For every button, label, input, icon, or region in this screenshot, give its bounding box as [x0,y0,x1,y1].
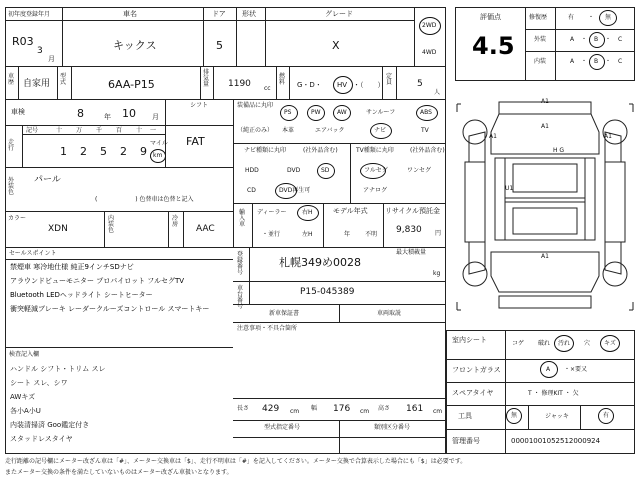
mile-label: マイル [150,140,168,147]
color-value: パール [34,175,61,185]
navi-sublabel: (社外品含む) [303,147,338,154]
recycle-label: リサイクル預託金 [385,207,441,215]
grade-sep: ・ [605,58,612,65]
fuel-tail: ・（ ） [353,81,385,89]
door-value: 5 [216,39,223,52]
grade-option: C [618,36,623,43]
capacity-unit: 人 [434,89,441,96]
seat-option: 破れ [538,340,551,347]
seat-option: 穴 [584,340,591,347]
fuel-options: G・D・ [297,81,322,89]
model-year-unknown: 不明 [365,231,378,238]
inspector-note-line: 内装清掃済 Goo鑑定付き [10,421,90,429]
equipment-item: 本革 [282,127,295,134]
diagram-mark-6: A1 [541,253,549,260]
inspection-month-unit: 月 [152,113,159,121]
inspector-note-line: ハンドル シフト・トリム スレ [10,365,106,373]
seat-option: コゲ [512,340,525,347]
navi-option: DVD [287,167,301,174]
import-parallel: ・並行 [262,231,281,238]
color-note: ( ) 色替車は色替と記入 [95,196,194,203]
mileage-digit-header: 十 [136,127,143,134]
aircon-label: 冷房 [172,215,179,228]
load-label: 最大積載量 [396,249,427,256]
model-value: キックス [113,39,157,52]
equipment-item: AW [337,109,347,116]
mileage-digit: 2 [80,145,87,158]
sales-point-line: 衝突軽減ブレーキ レーダークルーズコントロール スマートキー [10,305,210,313]
import-dealer: ディーラー [257,209,287,216]
warranty-label: 新車保証書 [269,310,300,317]
jack-label: ジャッキ [545,413,569,420]
interior-label: 内装 [534,58,547,65]
handle-right: 右H [302,209,313,216]
fuel-label: 燃料 [279,73,286,86]
grade-option: A [570,36,575,43]
unit-km: km [153,152,163,159]
grade-value: X [332,39,340,52]
color-label: 外装色 [8,177,15,196]
inspection-year-unit: 年 [104,113,111,121]
inspection-label: 車検 [11,108,25,116]
reg-month: 3 [37,46,43,56]
model-year-unit: 年 [344,231,351,238]
equipment-item: PW [311,109,321,116]
navi-label: ナビ種類に丸印 [244,147,287,154]
front-glass-rest: ・×要又 [564,366,588,373]
capacity-label: 定員 [386,73,393,86]
inspection-month: 10 [122,107,136,120]
length-value: 429 [262,404,280,414]
color-code: XDN [48,224,68,234]
tools-label: 工具 [458,412,472,420]
mileage-label: 走行 [8,139,15,152]
registration-value: 札幌349め0028 [279,256,361,269]
interior-seat-label: 室内シート [452,336,487,344]
repair-yes: 有 [568,14,575,21]
category-label: 車歴 [8,73,15,86]
inspector-note-line: 各小A小U [10,407,41,415]
diagram-mark-4: A1 [604,133,612,140]
type-label: 型式 [60,73,67,86]
management-value: 00001001052512000924 [511,437,601,445]
tv-option: アナログ [363,187,388,194]
inspector-note-line: シート スレ、シワ [10,379,68,387]
drive-2wd: 2WD [422,22,437,29]
grade-option: B [594,36,599,43]
navi-option: CD [247,187,256,194]
reg-month-unit: 月 [48,55,55,63]
sales-point-line: 禁煙車 寒冷地仕様 純正9インチSDナビ [10,263,134,271]
equipment-sublabel: （純正のみ） [237,127,274,134]
tv-option: ワンセグ [407,167,432,174]
repair-no: 無 [605,14,612,21]
reg-date-label: 初年度登録年月 [8,11,51,18]
displacement-unit: cc [264,85,271,92]
recycle-value: 9,830 [396,225,422,235]
type-cert-label: 型式指定番号 [264,424,301,431]
exterior-label: 外装 [534,36,547,43]
navi-option: DVD再生可 [279,187,311,194]
grade-sep: ・ [605,36,612,43]
sales-points-label: セールスポイント [9,250,57,257]
height-label: 高さ [378,405,391,412]
fuel-hv: HV [337,81,348,89]
seat-option: キズ [604,340,616,347]
grade-option: A [570,58,575,65]
caution-label: 注意事項・不具合箇所 [237,325,298,332]
navi-option: SD [321,167,330,174]
import-label: 輸入車 [239,209,246,228]
registration-label: 登録番号 [237,251,244,276]
equipment-item: TV [421,127,429,134]
grade-sep: ・ [581,36,588,43]
width-value: 176 [333,404,351,414]
class-label: 類別区分番号 [374,424,411,431]
management-label: 管理番号 [452,437,480,445]
category-value: 自家用 [23,79,51,89]
mileage-digit-header: 記号 [26,127,39,134]
score-value: 4.5 [472,32,515,60]
load-unit: kg [433,270,441,277]
spare-options: T ・ 修理KIT ・ 欠 [528,390,579,397]
recycle-unit: 円 [435,230,442,237]
front-glass-circled: A [546,366,551,373]
diagram-mark-5: U1 [505,185,514,192]
tools-circled: 無 [511,412,518,419]
type-value: 6AA-P15 [108,78,155,91]
shift-label: シフト [190,102,209,109]
tv-option: フルセグ [364,167,388,174]
footer-line-1: 走行距離の記号欄にメーター改ざん車は「#」、メーター交換車は「$」、走行不明車は「#」を記入してください。メーター交換で合算表示した場合にも「$」は必要です。 [5,458,467,465]
grade-sep: ・ [581,58,588,65]
diagram-mark-1: A1 [541,98,549,105]
aircon-value: AAC [196,224,215,234]
equipment-item: ABS [420,109,432,116]
shape-label: 形状 [242,10,256,18]
score-label: 評価点 [480,13,501,21]
grade-option: B [594,58,599,65]
displacement-value: 1190 [228,79,251,89]
spare-label: スペアタイヤ [452,389,494,397]
diagram-mark-3: A1 [541,123,549,130]
equipment-item: PS [284,109,292,116]
grade-label: グレード [325,10,353,18]
interior-color-label: 内装色 [108,215,115,234]
footer-line-2: またメーター交換の条件を満たしていないものはメーター改ざん車扱いとなります。 [5,469,233,476]
shift-value: FAT [186,135,205,148]
mileage-digit: 1 [60,145,67,158]
mileage-digit-header: 十 [56,127,63,134]
tv-sublabel: (社外品含む) [410,147,445,154]
sales-point-line: アラウンドビューモニター プロパイロット フルセグTV [10,277,185,285]
mileage-digit: 2 [120,145,127,158]
chassis-value: P15-045389 [300,287,355,297]
grade-option: C [618,58,623,65]
displacement-label: 排気量 [203,69,210,88]
length-label: 長さ [237,405,250,412]
width-label: 幅 [311,405,318,412]
manual-label: 車両取説 [377,310,402,317]
chassis-label: 車台番号 [237,285,244,310]
capacity-value: 5 [417,79,423,89]
seat-option: 汚れ [558,340,571,347]
color-code-label: カラー [8,215,27,222]
model-year-label: モデル年式 [333,207,368,215]
repair-label: 修復歴 [529,14,548,21]
length-unit: cm [290,408,300,415]
inspector-note-line: スタッドレスタイヤ [10,435,73,443]
drive-4wd: 4WD [422,49,437,56]
navi-option: HDD [245,167,259,174]
tv-label: TV種類に丸印 [356,147,394,154]
front-glass-label: フロントガラス [452,366,501,374]
equipment-item: ナビ [374,127,387,134]
diagram-mark-2: A1 [489,133,497,140]
inspector-notes-label: 検査記入欄 [9,351,40,358]
model-label: 車名 [123,10,137,18]
height-unit: cm [433,408,443,415]
height-value: 161 [406,404,424,414]
diagram-mark-7: H G [553,147,565,154]
inspection-year: 8 [77,107,84,120]
mileage-digit-header: 万 [76,127,83,134]
mileage-digit-header: 一 [150,127,157,134]
equipment-label: 装備品に丸印 [237,102,274,109]
mileage-digit-header: 百 [116,127,123,134]
mileage-digit: 9 [140,145,147,158]
equipment-item: エアバック [315,127,345,134]
handle-left: 左H [302,231,313,238]
repair-sep: ・ [588,14,595,21]
mileage-digit-header: 千 [96,127,103,134]
reg-era-year: R03 [12,35,34,48]
sales-point-line: Bluetooth LEDヘッドライト シートヒーター [10,291,153,299]
inspector-note-line: AWキズ [10,393,36,401]
equipment-item: サンルーフ [366,109,396,116]
mileage-digit: 5 [100,145,107,158]
jack-circled: 有 [603,412,610,419]
width-unit: cm [360,408,370,415]
door-label: ドア [212,10,226,18]
